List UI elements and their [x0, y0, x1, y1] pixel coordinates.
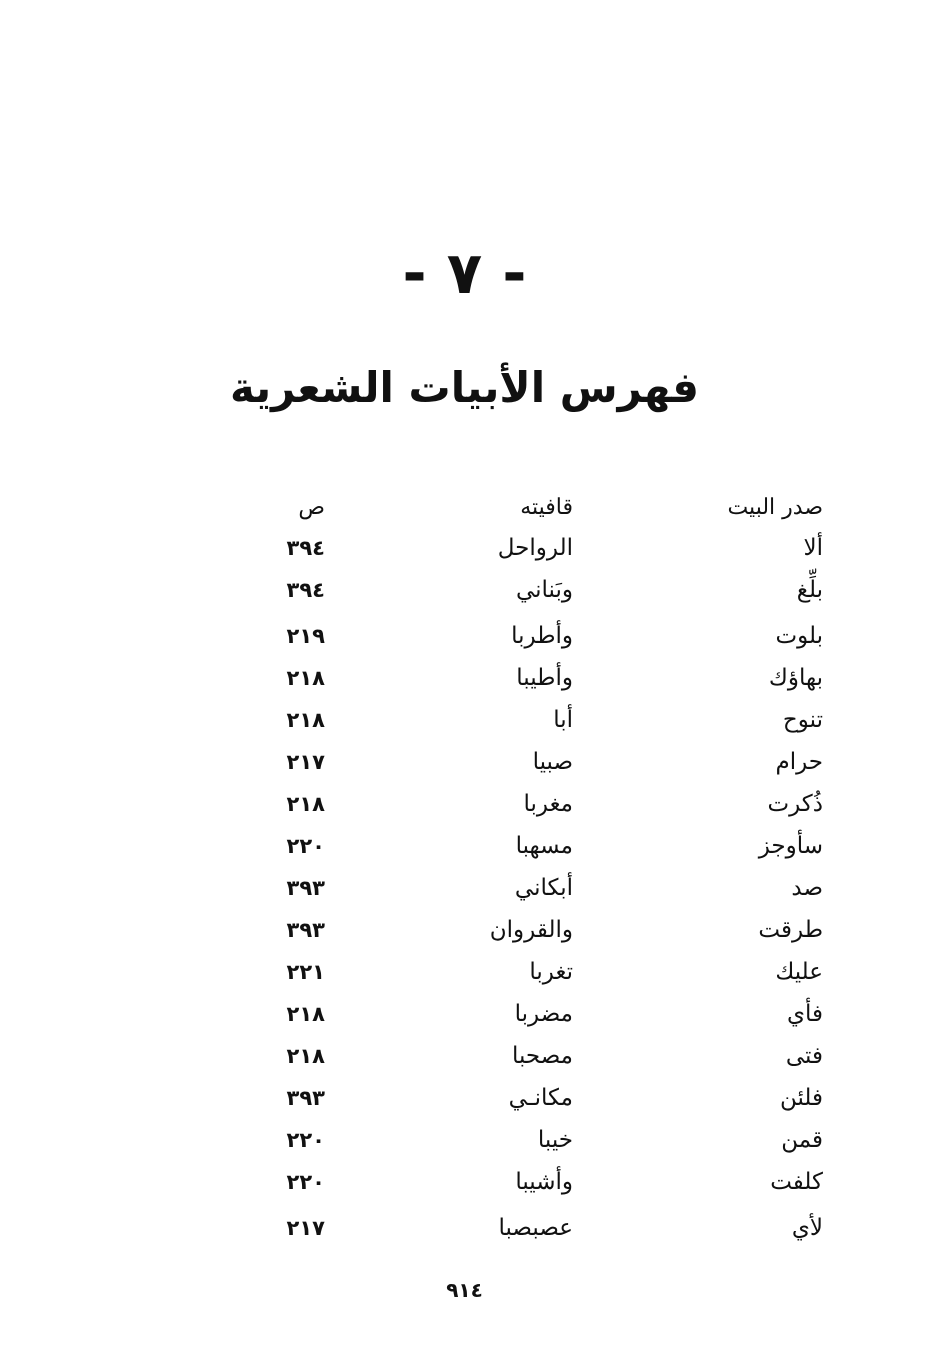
rhyme-word: تغربا: [529, 959, 573, 985]
rhyme-word: الرواحل: [497, 535, 573, 561]
rhyme-word: وأطيبا: [516, 665, 573, 691]
verse-opening: بلوت: [775, 623, 823, 649]
table-row: [0, 1162, 929, 1208]
verse-opening: فأي: [786, 1001, 823, 1027]
verse-opening: عليك: [775, 959, 823, 985]
header-rhyme: قافيته: [520, 495, 573, 520]
verse-opening: طرقت: [758, 917, 823, 943]
rhyme-word: أبا: [553, 707, 573, 733]
rhyme-word: وبَناني: [515, 577, 573, 603]
verse-opening: سأوجز: [758, 833, 823, 859]
rhyme-word: والقروان: [489, 917, 573, 943]
page-ref: ٢١٨: [286, 1044, 325, 1068]
page-ref: ٢٢٠: [286, 1128, 325, 1152]
rhyme-word: خيبا: [537, 1127, 573, 1153]
verse-opening: ألا: [803, 535, 823, 561]
table-row: [0, 616, 929, 658]
page-ref: ٢٢٠: [286, 1170, 325, 1194]
verse-opening: ذُكرت: [767, 791, 823, 817]
page-ref: ٢١٧: [286, 750, 325, 774]
page-ref: ٣٩٣: [286, 918, 325, 942]
page-ref: ٢١٨: [286, 792, 325, 816]
rhyme-word: وأطربا: [511, 623, 573, 649]
verse-opening: فلئن: [779, 1085, 823, 1111]
verse-opening: كلفت: [770, 1169, 823, 1195]
verse-opening: بهاؤك: [768, 665, 823, 691]
rhyme-word: مضربا: [514, 1001, 573, 1027]
table-row: [0, 1078, 929, 1120]
table-header-row: [0, 488, 929, 528]
page-ref: ٣٩٤: [286, 578, 325, 602]
rhyme-word: مغربا: [523, 791, 573, 817]
table-row: [0, 700, 929, 742]
table-row: [0, 528, 929, 570]
page-ref: ٣٩٣: [286, 876, 325, 900]
table-row: [0, 826, 929, 868]
verse-opening: حرام: [775, 749, 823, 775]
table-row: [0, 1208, 929, 1254]
verse-opening: فتى: [785, 1043, 823, 1069]
page-title: فهرس الأبيات الشعرية: [229, 363, 700, 412]
verse-opening: تنوح: [782, 707, 823, 733]
table-row: [0, 1036, 929, 1078]
table-row: [0, 994, 929, 1036]
verse-opening: بلِّغ: [796, 577, 823, 603]
verse-opening: قمن: [781, 1127, 823, 1153]
rhyme-word: مكانـي: [508, 1085, 573, 1111]
table-row: [0, 742, 929, 784]
page-ref: ٣٩٤: [286, 536, 325, 560]
rhyme-word: أبكاني: [514, 875, 573, 901]
rhyme-word: مسهبا: [515, 833, 573, 859]
verse-opening: لأي: [791, 1215, 823, 1241]
verse-opening: صد: [791, 875, 823, 901]
page-number: ٩١٤: [446, 1278, 483, 1302]
table-row: [0, 952, 929, 994]
table-body: [0, 528, 929, 1254]
header-verse-opening: صدر البيت: [727, 495, 823, 520]
page-ref: ٢٢١: [286, 960, 325, 984]
rhyme-word: مصحبا: [511, 1043, 573, 1069]
table-row: [0, 784, 929, 826]
page-ref: ٢١٧: [286, 1216, 325, 1240]
rhyme-word: عصبصبا: [498, 1215, 573, 1241]
table-row: [0, 1120, 929, 1162]
rhyme-word: وأشيبا: [515, 1169, 573, 1195]
rhyme-word: صبيا: [532, 749, 573, 775]
page-ref: ٢١٩: [286, 624, 325, 648]
table-row: [0, 910, 929, 952]
page-ref: ٢١٨: [286, 708, 325, 732]
section-number: - ٧ -: [402, 239, 527, 307]
header-page: ص: [298, 495, 325, 520]
table-row: [0, 868, 929, 910]
page-ref: ٢١٨: [286, 666, 325, 690]
page-ref: ٣٩٣: [286, 1086, 325, 1110]
verse-index-table: [0, 488, 929, 1254]
page-ref: ٢١٨: [286, 1002, 325, 1026]
table-row: [0, 570, 929, 616]
page-ref: ٢٢٠: [286, 834, 325, 858]
table-row: [0, 658, 929, 700]
